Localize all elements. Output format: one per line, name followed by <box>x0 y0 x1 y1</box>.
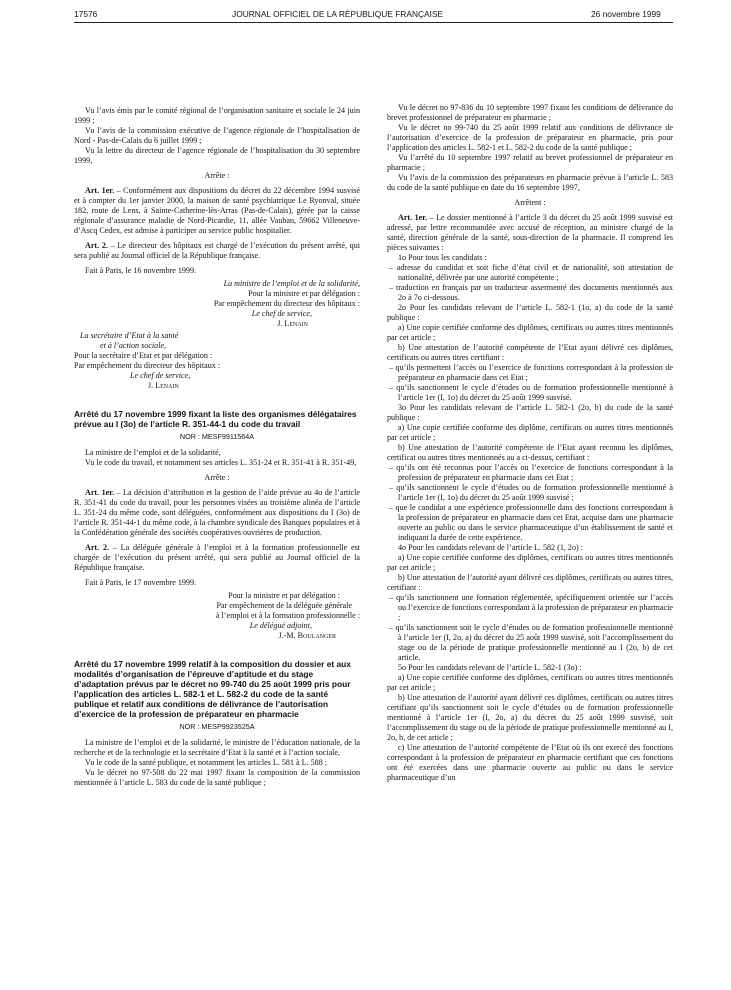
article <box>74 488 360 538</box>
article-text: – La décision d’attribution et la gestion de l’aide prévue au 4o de l’article R. 351-41 du code du travail, pour les personnes visées au troisième alinéa de l’article L. 351-24 du même code, sont déléguées, conformément aux dispositions du I (3o) de l’article R. 351-44-1 du même code, à la chambre syndicale des Banques populaires et à la Confédération générale des sociétés coopératives ouvrières de production. <box>74 488 360 537</box>
section: 4o Pour les candidats relevant de l’article L. 582 (1, 2o) : <box>398 543 583 552</box>
list-item: – qu’ils sanctionnent le cycle d’études ou de formation professionnelle mentionné à l’article 1er (I, 1o) du décret du 25 août 1999 susvisé. <box>389 383 673 402</box>
paragraph: Vu l’arrêté du 10 septembre 1997 relatif au brevet professionnel de préparateur en pharmacie ; <box>387 153 673 172</box>
paragraph: Vu l’avis de la commission exécutive de l’agence régionale de l’hospitalisation de Nord - Pas-de-Calais du 6 juillet 1999 ; <box>74 126 360 145</box>
paragraph: Vu l’avis de la commission des préparateurs en pharmacie prévue à l’article L. 583 du code de la santé publique en date du 16 septembre 1997, <box>387 173 673 192</box>
header-rule <box>74 22 673 23</box>
paragraph: Vu la lettre du directeur de l’agence régionale de l’hospitalisation du 30 septembre 1999, <box>74 146 360 165</box>
arrete-heading: Arrête : <box>204 171 230 180</box>
paragraph: Vu le code de la santé publique, et notamment les articles L. 581 à L. 588 ; <box>85 758 328 767</box>
decree-title: Arrêté du 17 novembre 1999 fixant la liste des organismes délégataires prévue au I (3o) de l’article R. 351-44-1 du code du travail <box>74 409 357 429</box>
signature-block <box>74 591 360 641</box>
page-number: 17576 <box>74 9 98 19</box>
signature-name: J. Lenain <box>148 381 179 390</box>
article-text: – Le dossier mentionné à l’article 3 du décret du 25 août 1999 susvisé est adressé, par lettre recommandée avec accusé de réception, au ministre chargé de la santé, direction générale de la santé, sous-direction de la pharmacie. Il comprend les pièces suivantes : <box>387 213 673 252</box>
signature-block <box>74 279 360 329</box>
paragraph: b) Une attestation de l’autorité compétente de l’Etat ayant délivré ces diplômes, certificats ou autres titres certifiant : <box>387 343 673 362</box>
article-label: Art. 2. <box>85 543 110 552</box>
signature-line: Par empêchement de la déléguée générale <box>216 601 352 610</box>
journal-title: JOURNAL OFFICIEL DE LA RÉPUBLIQUE FRANÇAISE <box>232 9 444 19</box>
signature-name: J.-M. Boulanger <box>278 631 336 640</box>
issue-date: 26 novembre 1999 <box>591 9 661 19</box>
paragraph: Vu le décret no 99-740 du 25 août 1999 relatif aux conditions de délivrance de l’autorisation d’exercice de la profession de préparateur en pharmacie, pris pour l’application des articles L. 582-1 et L. 582-2 du code de la santé publique ; <box>387 123 673 152</box>
arrete-heading: Arrête : <box>204 473 230 482</box>
section: 3o Pour les candidats relevant de l’article L. 582-1 (2o, b) du code de la santé publique : <box>387 403 673 422</box>
section: 1o Pour tous les candidats : <box>398 253 487 262</box>
left-column <box>74 106 360 788</box>
signature-line: Le chef de service, <box>130 371 191 380</box>
list-item: – qu’ils sanctionnent le cycle d’études ou de formation professionnelle mentionné à l’article 1er (I, 1o) du décret du 25 août 1999 susvisé ; <box>389 483 673 502</box>
list-item: – que le candidat a une expérience professionnelle dans des fonctions correspondant à la profession de préparateur en pharmacie dans cet Etat, acquise dans une pharmacie ouverte au public ou dans le service pharmaceutique d’un établissement de santé et indiquant la durée de cette expérience. <box>389 503 673 542</box>
paragraph: Vu le décret no 97-508 du 22 mai 1997 fixant la composition de la commission mentionnée à l’article L. 583 du code de la santé publique ; <box>74 768 360 787</box>
signature-line: La secrétaire d’Etat à la santé <box>80 331 179 340</box>
section: 2o Pour les candidats relevant de l’article L. 582-1 (1o, a) du code de la santé publique : <box>387 303 673 322</box>
article <box>74 543 360 573</box>
signature-line: Pour la secrétaire d’Etat et par délégation : <box>74 351 213 360</box>
fait-line: Fait à Paris, le 17 novembre 1999. <box>85 578 197 587</box>
signature-line: Par empêchement du directeur des hôpitaux : <box>74 361 221 370</box>
signature-line: Pour la ministre et par délégation : <box>248 289 360 298</box>
list-item: – traduction en français par un traducteur assermenté des documents mentionnés aux 2o à 7o ci-dessous. <box>389 283 673 302</box>
list-item: – adresse du candidat et soit fiche d’état civil et de nationalité, soit attestation de nationalité, délivrée par une autorité compétente ; <box>389 263 673 282</box>
signature-line: Par empêchement du directeur des hôpitaux : <box>213 299 360 308</box>
article-text: – Conformément aux dispositions du décret du 22 décembre 1994 susvisé et à compter du 1er janvier 2000, la maison de santé psychiatrique Le Ryonval, située 182, route de Lens, à Sainte-Catherine-lès-Arras (Pas-de-Calais), gérée par la caisse régionale d’assurance maladie de Nord-Picardie, 11, allée Vauban, 59662 Villeneuve-d’Ascq Cedex, est admise à participer au service public hospitalier. <box>74 186 360 235</box>
signature-name: J. Lenain <box>277 319 308 328</box>
decree-title: Arrêté du 17 novembre 1999 relatif à la composition du dossier et aux modalités d’organisation de l’épreuve d’aptitude et du stage d’adaptation prévus par le décret no 99-740 du 25 août 1999 pris pour l’application des articles L. 582-1 et L. 582-2 du code de la santé publique et relatif aux conditions de délivrance de l’autorisation d’exercice de la profession de préparateur en pharmacie <box>74 659 351 719</box>
paragraph: b) Une attestation de l’autorité compétente de l’Etat ayant reconnu les diplômes, certificat ou autres titres mentionnés au a ci-dessus, certifiant : <box>387 443 673 462</box>
paragraph: a) Une copie certifiée conforme des diplômes, certificats ou autres titres mentionnés par cet article ; <box>387 673 673 692</box>
article <box>74 186 360 236</box>
paragraph: Vu le code du travail, et notamment ses articles L. 351-24 et R. 351-41 à R. 351-49, <box>85 458 357 467</box>
signature-line: La ministre de l’emploi et de la solidarité, <box>223 279 360 288</box>
page-header <box>0 0 731 20</box>
paragraph: Vu le décret no 97-836 du 10 septembre 1997 fixant les conditions de délivrance du brevet professionnel de préparateur en pharmacie ; <box>387 103 673 122</box>
paragraph: b) Une attestation de l’autorité ayant délivré ces diplômes, certificats ou autres titres certifiant qu’ils sanctionnent soit le cycle d’études ou de formation professionnelle mentionné à l’article 1er (I, 2o, a) du décret du 25 août 1999 susvisé, soit l’accomplissement du stage ou de la période de pratique professionnelle mentionné au I, 2o, b, de cet article ; <box>387 693 673 742</box>
signature-line: à l’emploi et à la formation professionnelle : <box>215 611 360 620</box>
nor-reference: NOR : MESF9911564A <box>179 432 255 441</box>
fait-line: Fait à Paris, le 16 novembre 1999. <box>85 266 197 275</box>
signature-line: Le délégué adjoint, <box>249 621 312 630</box>
arrete-heading: Arrêtent : <box>514 198 546 207</box>
article <box>74 241 360 261</box>
list-item: – qu’ils permettent l’accès ou l’exercice de fonctions correspondant à la profession de préparateur en pharmacie dans cet Etat ; <box>389 363 673 382</box>
paragraph: La ministre de l’emploi et de la solidarité, <box>85 448 221 457</box>
signature-line: Pour la ministre et par délégation : <box>228 591 340 600</box>
paragraph: c) Une attestation de l’autorité compétente de l’Etat où ils ont exercé des fonctions correspondant à la profession de préparateur en pharmacie certifiant que ces fonctions ont été exercées dans une pharmacie ouverte au public ou dans le service pharmaceutique d’un <box>387 743 673 782</box>
article <box>387 213 673 253</box>
paragraph: La ministre de l’emploi et de la solidarité, le ministre de l’éducation nationale, de la recherche et de la technologie et la secrétaire d’Etat à la santé et à l’action sociale, <box>74 738 360 757</box>
list-item: – qu’ils sanctionnent soit le cycle d’études ou de formation professionnelle mentionné à l’article 1er (I, 2o, a) du décret du 25 août 1999 susvisé, soit l’accomplissement du stage ou de la période de pratique professionnelle mentionné au I (2o, b) de cet article. <box>389 623 673 662</box>
article-label: Art. 1er. <box>85 186 115 195</box>
paragraph: Vu l’avis émis par le comité régional de l’organisation sanitaire et sociale le 24 juin 1999 ; <box>74 106 360 125</box>
article-label: Art. 1er. <box>398 213 428 222</box>
article-label: Art. 1er. <box>85 488 115 497</box>
signature-block <box>74 331 360 391</box>
article-label: Art. 2. <box>85 241 108 250</box>
paragraph: a) Une copie certifiée conforme des diplômes, certificats ou autres titres mentionnés par cet article ; <box>387 553 673 572</box>
list-item: – qu’ils sanctionnent une formation réglementée, spécifiquement orientée sur l’accès ou l’exercice de fonctions correspondant à la profession de préparateur en pharmacie ; <box>389 593 673 622</box>
article-text: – La déléguée générale à l’emploi et à la formation professionnelle est chargée de l’exécution du présent arrêté, qui sera publié au Journal officiel de la République française. <box>74 543 360 572</box>
list-item: – qu’ils ont été reconnus pour l’accès ou l’exercice de fonctions correspondant à la profession de préparateur en pharmacie dans cet Etat ; <box>389 463 673 482</box>
nor-reference: NOR : MESP9923525A <box>179 722 255 731</box>
paragraph: a) Une copie certifiée conforme des diplôme, certificats ou autres titres mentionnés par cet article ; <box>387 423 673 442</box>
paragraph: b) Une attestation de l’autorité ayant délivré ces diplômes, certificats ou autres titres, certifiant : <box>387 573 673 592</box>
right-column <box>387 103 673 783</box>
signature-line: et à l’action sociale, <box>100 341 167 350</box>
paragraph: a) Une copie certifiée conforme des diplômes, certificats ou autres titres mentionnés par cet article ; <box>387 323 673 342</box>
section: 5o Pour les candidats relevant de l’article L. 582-1 (3o) : <box>398 663 582 672</box>
signature-line: Le chef de service, <box>251 309 312 318</box>
article-text: – Le directeur des hôpitaux est chargé de l’exécution du présent arrêté, qui sera publié au Journal officiel de la République française. <box>74 241 361 260</box>
